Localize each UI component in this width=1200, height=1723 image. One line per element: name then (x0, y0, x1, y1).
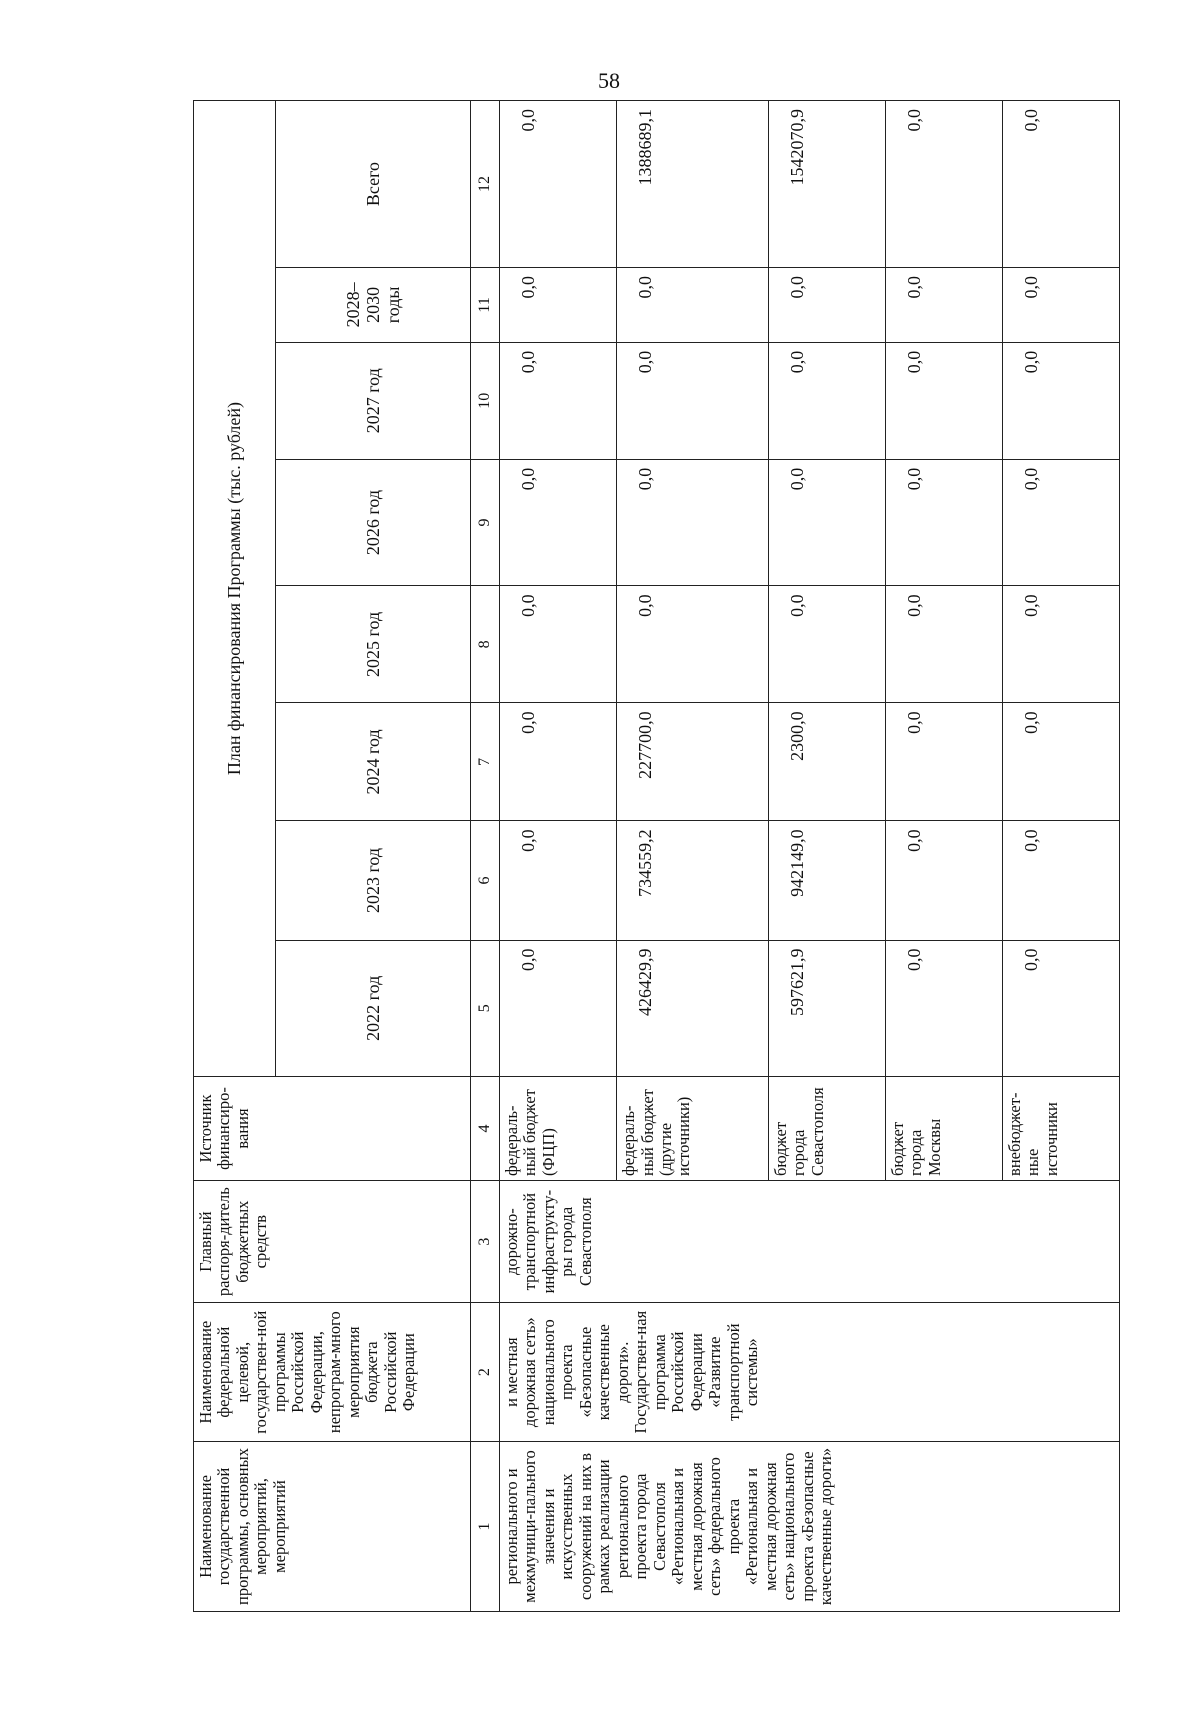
cell-value: 227700,0 (617, 703, 769, 821)
cell-value: 0,0 (885, 703, 1002, 821)
row-source: федераль-ный бюджет (ФЦП) (500, 1077, 617, 1181)
cell-value: 0,0 (885, 101, 1002, 268)
header-administrator: Главный распоря-дитель бюджетных средств (194, 1180, 471, 1302)
cell-value: 0,0 (1002, 940, 1119, 1076)
header-year-2026: 2026 год (276, 459, 471, 586)
column-number: 1 (471, 1441, 500, 1611)
cell-value: 0,0 (617, 342, 769, 459)
row-source: бюджет города Севастополя (768, 1077, 885, 1181)
cell-value: 426429,9 (617, 940, 769, 1076)
item-program: и местная дорожная сеть» национального проекта «Безопасные качественные дороги». Государствен-ная программа Российской Федерации «Развитие транспортной системы» (500, 1303, 1120, 1442)
column-number: 4 (471, 1077, 500, 1181)
cell-value: 0,0 (1002, 703, 1119, 821)
cell-value: 0,0 (768, 268, 885, 343)
cell-value: 0,0 (1002, 459, 1119, 586)
column-number: 9 (471, 459, 500, 586)
header-year-2028-2030: 2028–2030 годы (276, 268, 471, 343)
cell-value: 0,0 (1002, 342, 1119, 459)
cell-value: 597621,9 (768, 940, 885, 1076)
cell-value: 0,0 (500, 586, 617, 703)
header-year-2024: 2024 год (276, 703, 471, 821)
table-row (500, 101, 617, 1612)
financing-table-rotated (193, 100, 1120, 1612)
header-plan: План финансирования Программы (тыс. рублей) (194, 101, 276, 1077)
page-number: 58 (598, 68, 620, 93)
cell-value: 0,0 (885, 821, 1002, 940)
row-source: внебюджет-ные источники (1002, 1077, 1119, 1181)
cell-value: 0,0 (617, 459, 769, 586)
row-source: бюджет города Москвы (885, 1077, 1002, 1181)
cell-value: 0,0 (768, 459, 885, 586)
cell-value: 0,0 (885, 940, 1002, 1076)
cell-value: 2300,0 (768, 703, 885, 821)
column-number: 6 (471, 821, 500, 940)
header-program-name: Наименование государственной программы, основных мероприятий, мероприятий (194, 1441, 471, 1611)
cell-value: 0,0 (1002, 586, 1119, 703)
cell-value: 0,0 (885, 459, 1002, 586)
column-number: 5 (471, 940, 500, 1076)
cell-value: 0,0 (885, 342, 1002, 459)
cell-value: 0,0 (617, 586, 769, 703)
cell-value: 0,0 (500, 940, 617, 1076)
cell-value: 0,0 (885, 268, 1002, 343)
cell-value: 0,0 (1002, 101, 1119, 268)
cell-value: 1542070,9 (768, 101, 885, 268)
cell-value: 734559,2 (617, 821, 769, 940)
column-number: 10 (471, 342, 500, 459)
header-year-2023: 2023 год (276, 821, 471, 940)
cell-value: 0,0 (768, 342, 885, 459)
cell-value: 0,0 (500, 101, 617, 268)
item-name: регионального и межмуници-пального значения и искусственных сооружений на них в рамках реализации регионального проекта города Севастополя «Региональная и местная дорожная сеть» федерального проекта «Региональная и местная дорожная сеть» национального проекта «Безопасные качественные дороги» (500, 1441, 1120, 1611)
cell-value: 0,0 (500, 703, 617, 821)
item-administrator: дорожно-транспортной инфраструкту-ры города Севастополя (500, 1180, 1120, 1302)
cell-value: 0,0 (500, 459, 617, 586)
column-number: 12 (471, 101, 500, 268)
cell-value: 0,0 (500, 342, 617, 459)
header-year-2027: 2027 год (276, 342, 471, 459)
cell-value: 0,0 (1002, 821, 1119, 940)
cell-value: 0,0 (500, 821, 617, 940)
column-number: 2 (471, 1303, 500, 1442)
header-year-2025: 2025 год (276, 586, 471, 703)
header-total: Всего (276, 101, 471, 268)
cell-value: 0,0 (885, 586, 1002, 703)
header-federal-program: Наименование федеральной целевой, государствен-ной программы Российской Федерации, непрограм-много мероприятия бюджета Российской Федерации (194, 1303, 471, 1442)
cell-value: 0,0 (768, 586, 885, 703)
header-source: Источник финансиро-вания (194, 1077, 471, 1181)
cell-value: 0,0 (500, 268, 617, 343)
column-number-row (471, 101, 500, 1612)
column-number: 3 (471, 1180, 500, 1302)
cell-value: 0,0 (617, 268, 769, 343)
cell-value: 1388689,1 (617, 101, 769, 268)
row-source: федераль-ный бюджет (другие источники) (617, 1077, 769, 1181)
column-number: 8 (471, 586, 500, 703)
cell-value: 0,0 (1002, 268, 1119, 343)
column-number: 7 (471, 703, 500, 821)
column-number: 11 (471, 268, 500, 343)
financing-plan-table (193, 100, 1120, 1612)
header-year-2022: 2022 год (276, 940, 471, 1076)
cell-value: 942149,0 (768, 821, 885, 940)
